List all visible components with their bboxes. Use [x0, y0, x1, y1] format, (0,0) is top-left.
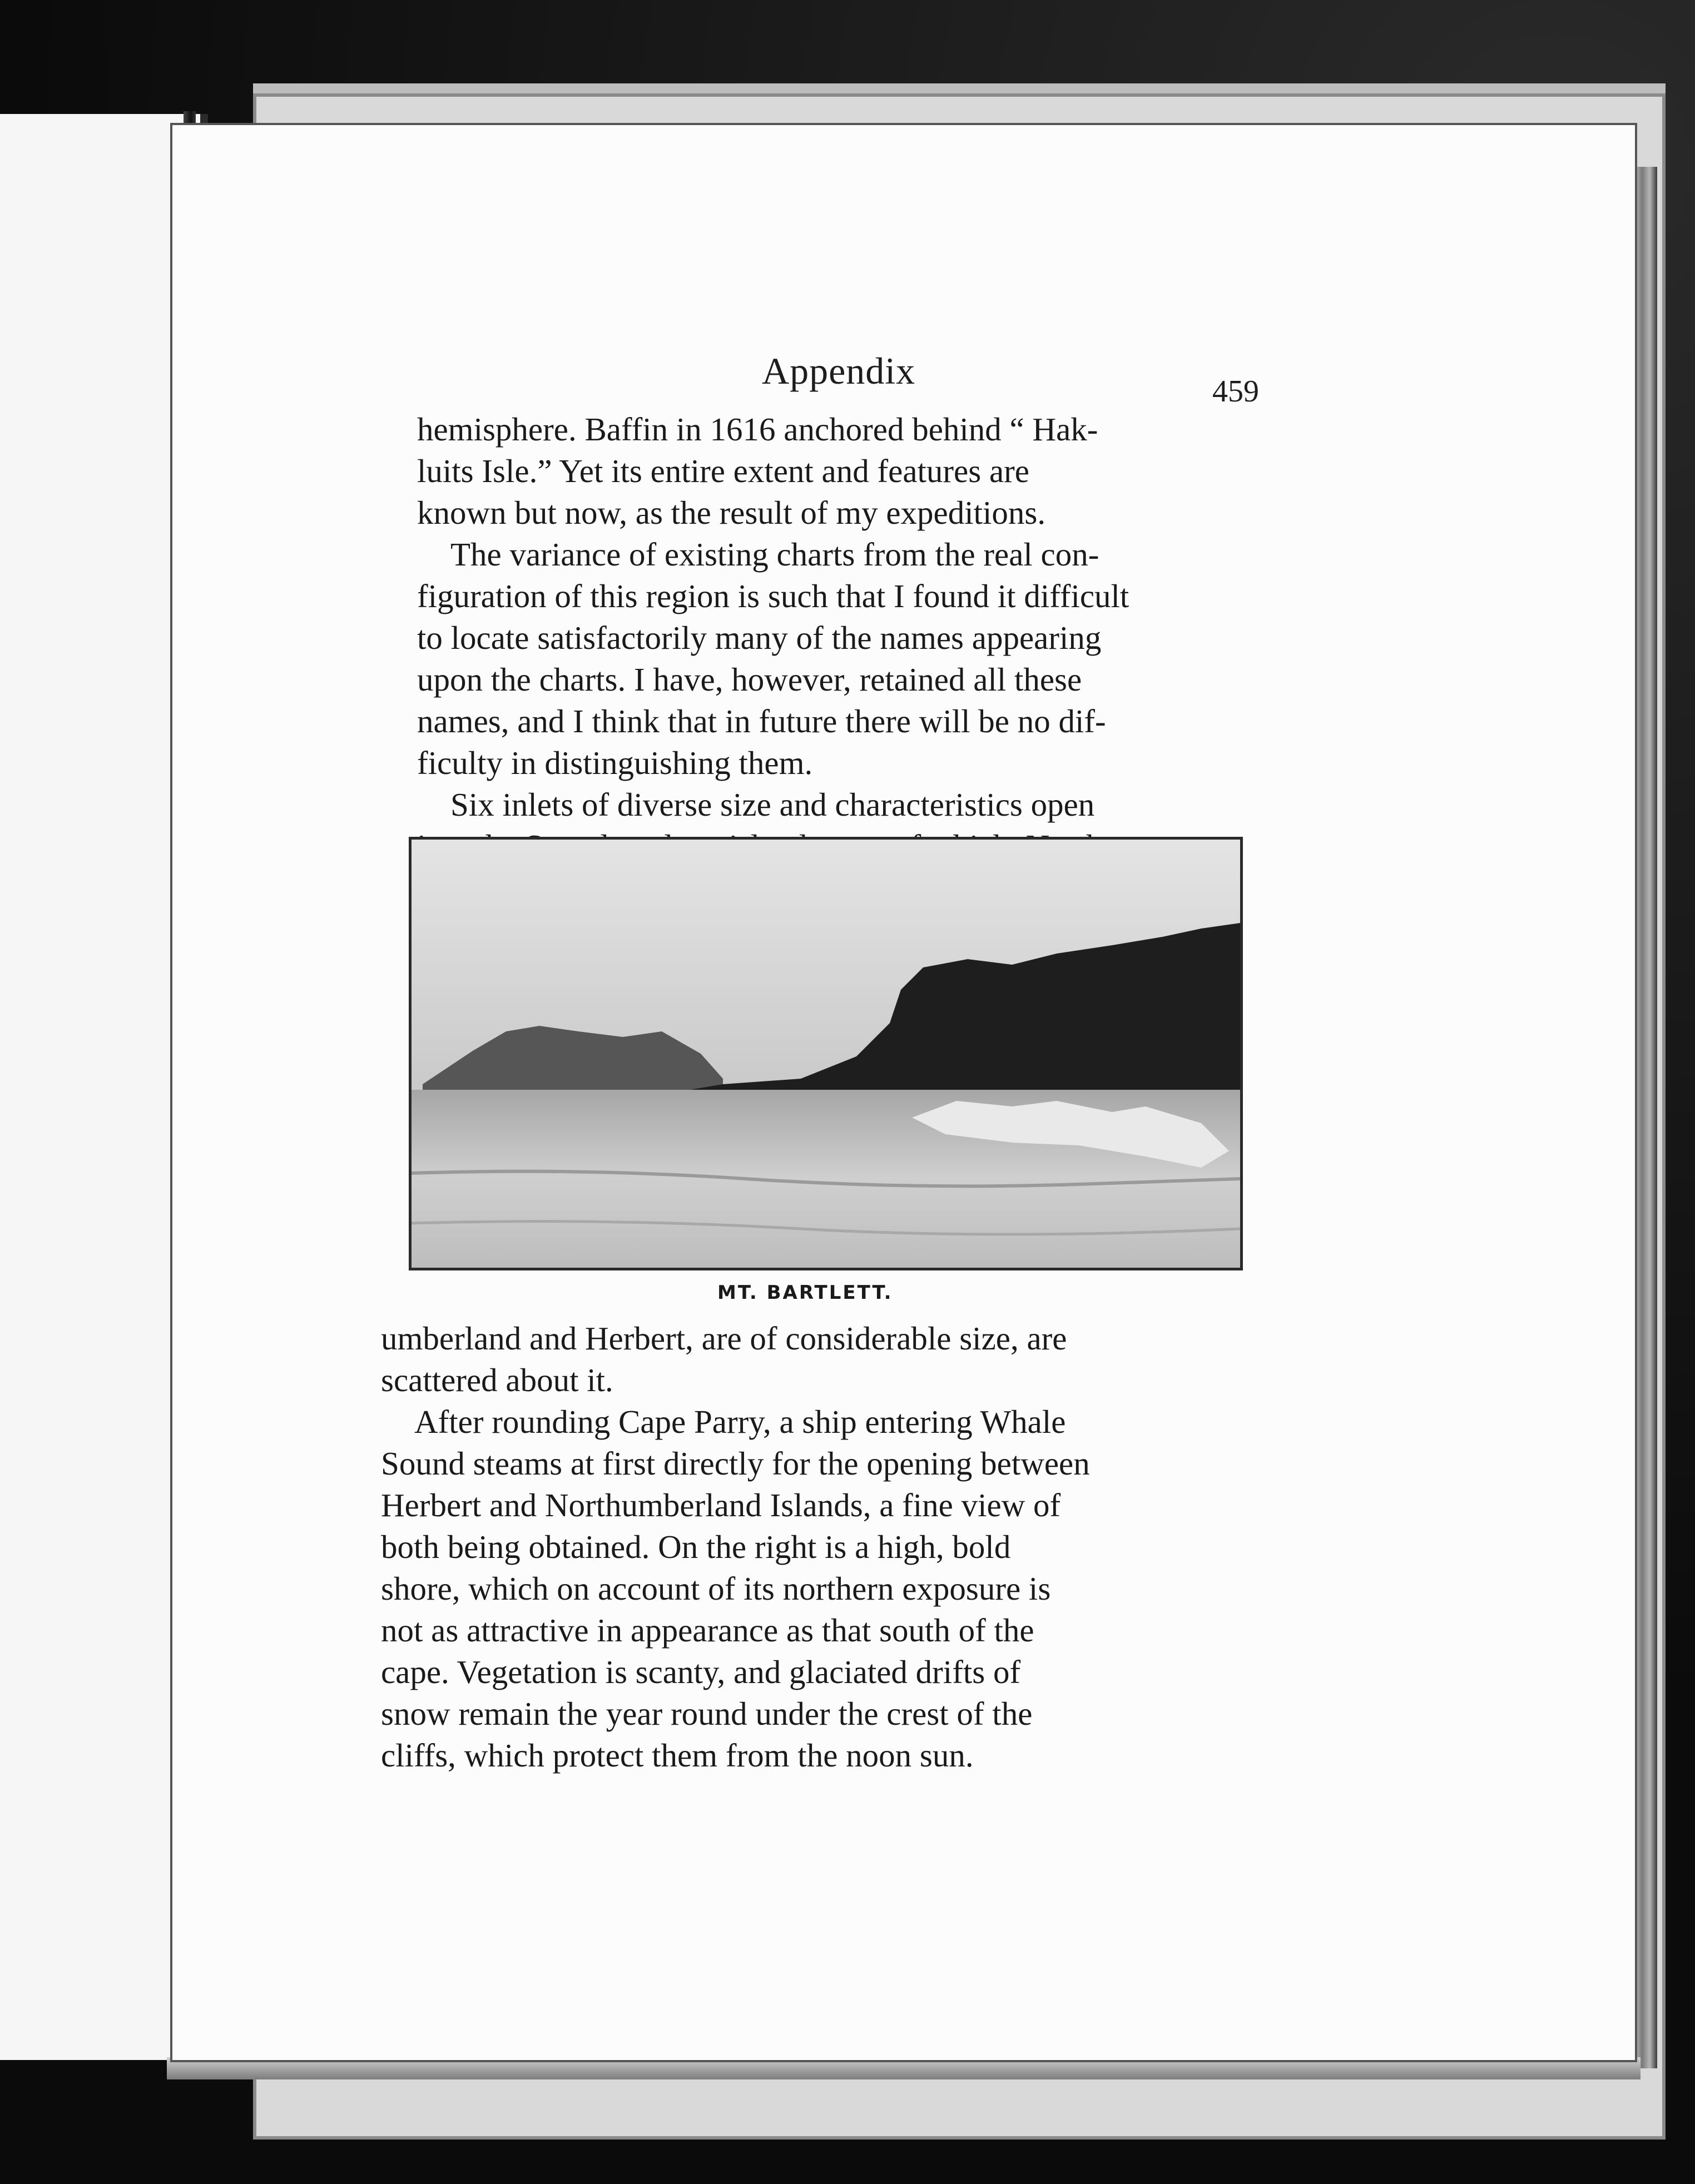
- running-head: Appendix: [762, 350, 916, 392]
- text-line: both being obtained. On the right is a high, bold: [381, 1528, 1011, 1565]
- text-line: to locate satisfactorily many of the names appearing: [417, 619, 1102, 656]
- page-number: 459: [1212, 374, 1259, 409]
- text-block-bottom: [381, 1318, 1237, 1776]
- photo-mt-bartlett: [409, 837, 1243, 1270]
- text-line: upon the charts. I have, however, retained all these: [417, 661, 1082, 698]
- text-line: The variance of existing charts from the real con-: [450, 536, 1099, 573]
- text-line: cape. Vegetation is scanty, and glaciated drifts of: [381, 1654, 1021, 1690]
- text-line: luits Isle.” Yet its entire extent and features are: [417, 453, 1029, 489]
- paragraph: [417, 534, 1268, 784]
- text-line: Herbert and Northumberland Islands, a fine view of: [381, 1487, 1061, 1523]
- text-line: Sound steams at first directly for the opening between: [381, 1445, 1090, 1482]
- text-line: umberland and Herbert, are of considerable size, are: [381, 1320, 1067, 1357]
- text-line: cliffs, which protect them from the noon sun.: [381, 1737, 974, 1774]
- page-edge-bottom: [167, 2057, 1641, 2079]
- text-line: After rounding Cape Parry, a ship entering Whale: [414, 1403, 1066, 1440]
- text-line: scattered about it.: [381, 1362, 613, 1398]
- text-line: ficulty in distinguishing them.: [417, 744, 813, 781]
- text-line: not as attractive in appearance as that south of the: [381, 1612, 1034, 1649]
- text-line: figuration of this region is such that I found it difficult: [417, 578, 1129, 614]
- paragraph: [417, 409, 1268, 534]
- paragraph: [381, 1401, 1237, 1776]
- text-line: known but now, as the result of my expeditions.: [417, 494, 1046, 531]
- page-edge-right: [1632, 167, 1657, 2068]
- paragraph: [381, 1318, 1237, 1401]
- text-line: shore, which on account of its northern exposure is: [381, 1570, 1051, 1607]
- figure-caption: MT. BARTLETT.: [717, 1282, 893, 1304]
- text-line: Six inlets of diverse size and characteristics open: [450, 786, 1095, 823]
- text-block-top: [417, 409, 1268, 867]
- text-line: snow remain the year round under the crest of the: [381, 1695, 1033, 1732]
- photo-illustration: [412, 840, 1240, 1268]
- text-line: hemisphere. Baffin in 1616 anchored behind “ Hak-: [417, 411, 1098, 448]
- text-line: names, and I think that in future there will be no dif-: [417, 703, 1106, 739]
